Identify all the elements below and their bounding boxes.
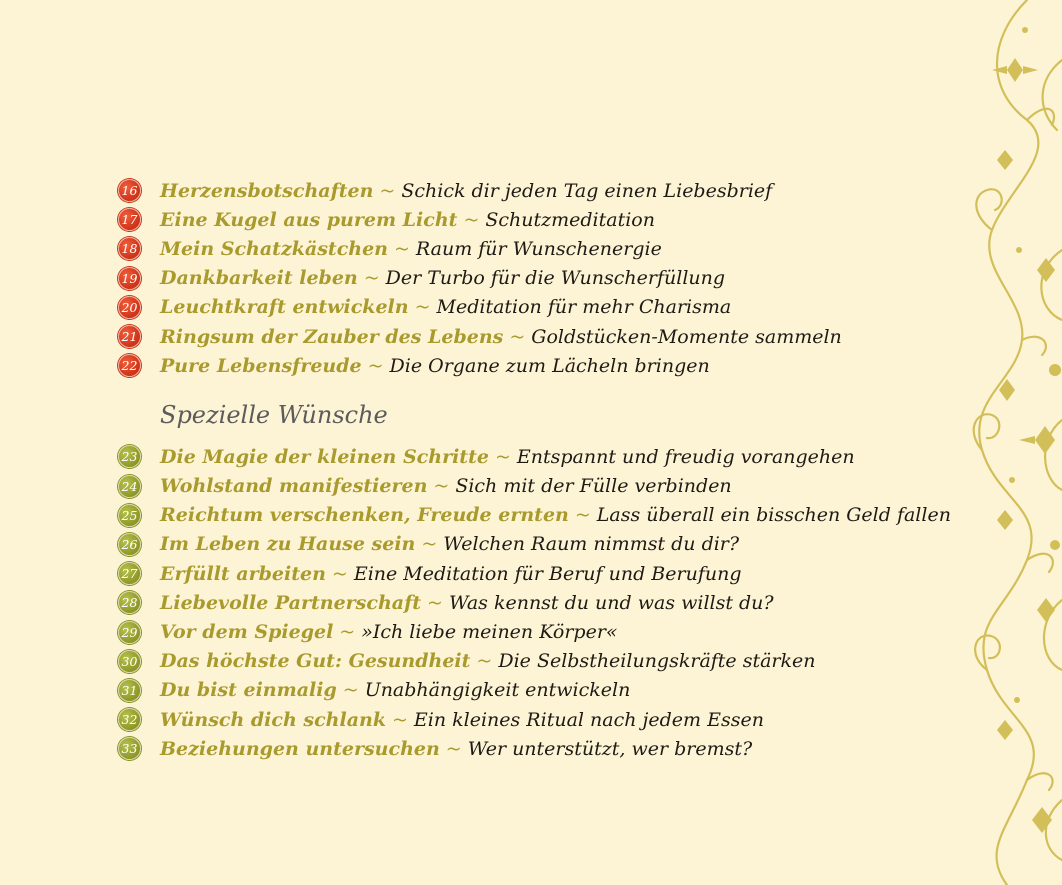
chapter-title: Erfüllt arbeiten: [160, 562, 326, 585]
title-separator: ~: [421, 533, 438, 556]
chapter-subtitle: Schick dir jeden Tag einen Liebesbrief: [401, 179, 773, 202]
toc-entry: [118, 530, 978, 559]
chapter-number-badge: 28: [118, 591, 141, 614]
chapter-subtitle: Unabhängigkeit entwickeln: [364, 679, 631, 702]
toc-entry: [118, 442, 978, 471]
title-separator: ~: [414, 296, 431, 319]
toc-entry: [118, 676, 978, 705]
chapter-number-badge: 27: [118, 562, 141, 585]
chapter-number-badge: 20: [118, 296, 141, 319]
chapter-title: Wohlstand manifestieren: [160, 475, 428, 498]
toc-entry: [118, 647, 978, 676]
toc-entry: [118, 264, 978, 293]
chapter-number-badge: 29: [118, 621, 141, 644]
chapter-title: Mein Schatzkästchen: [160, 237, 388, 260]
title-separator: ~: [445, 737, 462, 760]
toc-entry: [118, 205, 978, 234]
chapter-number-badge: 22: [118, 354, 141, 377]
title-separator: ~: [393, 237, 410, 260]
chapter-subtitle: Die Organe zum Lächeln bringen: [389, 354, 710, 377]
toc-entry: [118, 472, 978, 501]
chapter-title: Liebevolle Partnerschaft: [160, 591, 422, 614]
chapter-number-badge: 19: [118, 267, 141, 290]
chapter-number-badge: 23: [118, 445, 141, 468]
chapter-number-badge: 26: [118, 533, 141, 556]
title-separator: ~: [379, 179, 396, 202]
chapter-subtitle: Wer unterstützt, wer bremst?: [467, 737, 753, 760]
title-separator: ~: [342, 679, 359, 702]
toc-entry: [118, 501, 978, 530]
chapter-number-badge: 16: [118, 179, 141, 202]
title-separator: ~: [574, 504, 591, 527]
toc-entry: [118, 559, 978, 588]
chapter-subtitle: Ein kleines Ritual nach jedem Essen: [413, 708, 764, 731]
chapter-subtitle: Die Selbstheilungskräfte stärken: [498, 650, 816, 673]
chapter-subtitle: Goldstücken-Momente sammeln: [531, 325, 842, 348]
chapter-title: Beziehungen untersuchen: [160, 737, 440, 760]
chapter-subtitle: Entspannt und freudig vorangehen: [516, 445, 855, 468]
chapter-number-badge: 21: [118, 325, 141, 348]
title-separator: ~: [494, 445, 511, 468]
chapter-title: Herzensbotschaften: [160, 179, 374, 202]
title-separator: ~: [433, 475, 450, 498]
toc-entry: [118, 293, 978, 322]
toc-section-2: [118, 442, 978, 763]
chapter-title: Leuchtkraft entwickeln: [160, 296, 409, 319]
chapter-title: Du bist einmalig: [160, 679, 337, 702]
title-separator: ~: [367, 354, 384, 377]
chapter-subtitle: Meditation für mehr Charisma: [436, 296, 732, 319]
chapter-number-badge: 30: [118, 650, 141, 673]
title-separator: ~: [509, 325, 526, 348]
chapter-title: Eine Kugel aus purem Licht: [160, 208, 458, 231]
chapter-title: Vor dem Spiegel: [160, 621, 334, 644]
toc-entry: [118, 617, 978, 646]
chapter-title: Ringsum der Zauber des Lebens: [160, 325, 504, 348]
chapter-number-badge: 31: [118, 679, 141, 702]
toc-entry: [118, 176, 978, 205]
title-separator: ~: [427, 591, 443, 614]
chapter-title: Im Leben zu Hause sein: [160, 533, 416, 556]
chapter-number-badge: 32: [118, 708, 141, 731]
title-separator: ~: [363, 267, 380, 290]
title-separator: ~: [476, 650, 493, 673]
toc-entry: [118, 234, 978, 263]
table-of-contents: [118, 176, 978, 763]
chapter-number-badge: 24: [118, 475, 141, 498]
chapter-subtitle: Was kennst du und was willst du?: [448, 591, 774, 614]
chapter-subtitle: Lass überall ein bisschen Geld fallen: [596, 504, 951, 527]
chapter-title: Reichtum verschenken, Freude ernten: [160, 504, 569, 527]
chapter-title: Die Magie der kleinen Schritte: [160, 445, 489, 468]
toc-entry: [118, 705, 978, 734]
chapter-subtitle: Sich mit der Fülle verbinden: [455, 475, 732, 498]
chapter-subtitle: Eine Meditation für Beruf und Berufung: [353, 562, 742, 585]
chapter-number-badge: 17: [118, 208, 141, 231]
title-separator: ~: [463, 208, 480, 231]
toc-entry: [118, 734, 978, 763]
chapter-subtitle: Schutzmeditation: [485, 208, 655, 231]
chapter-subtitle: Welchen Raum nimmst du dir?: [443, 533, 740, 556]
title-separator: ~: [339, 621, 356, 644]
chapter-number-badge: 18: [118, 237, 141, 260]
chapter-title: Dankbarkeit leben: [160, 267, 358, 290]
title-separator: ~: [391, 708, 408, 731]
chapter-number-badge: 33: [118, 737, 141, 760]
chapter-title: Pure Lebensfreude: [160, 354, 362, 377]
toc-entry: [118, 351, 978, 380]
section-heading: Spezielle Wünsche: [160, 401, 388, 430]
toc-entry: [118, 322, 978, 351]
chapter-subtitle: Raum für Wunschenergie: [415, 237, 662, 260]
chapter-title: Wünsch dich schlank: [160, 708, 386, 731]
chapter-number-badge: 25: [118, 504, 141, 527]
title-separator: ~: [331, 562, 348, 585]
chapter-subtitle: »Ich liebe meinen Körper«: [361, 621, 618, 644]
floral-vine-border-icon: [967, 0, 1062, 885]
toc-entry: [118, 588, 978, 617]
toc-section-1: [118, 176, 978, 380]
chapter-subtitle: Der Turbo für die Wunscherfüllung: [385, 267, 726, 290]
chapter-title: Das höchste Gut: Gesundheit: [160, 650, 471, 673]
